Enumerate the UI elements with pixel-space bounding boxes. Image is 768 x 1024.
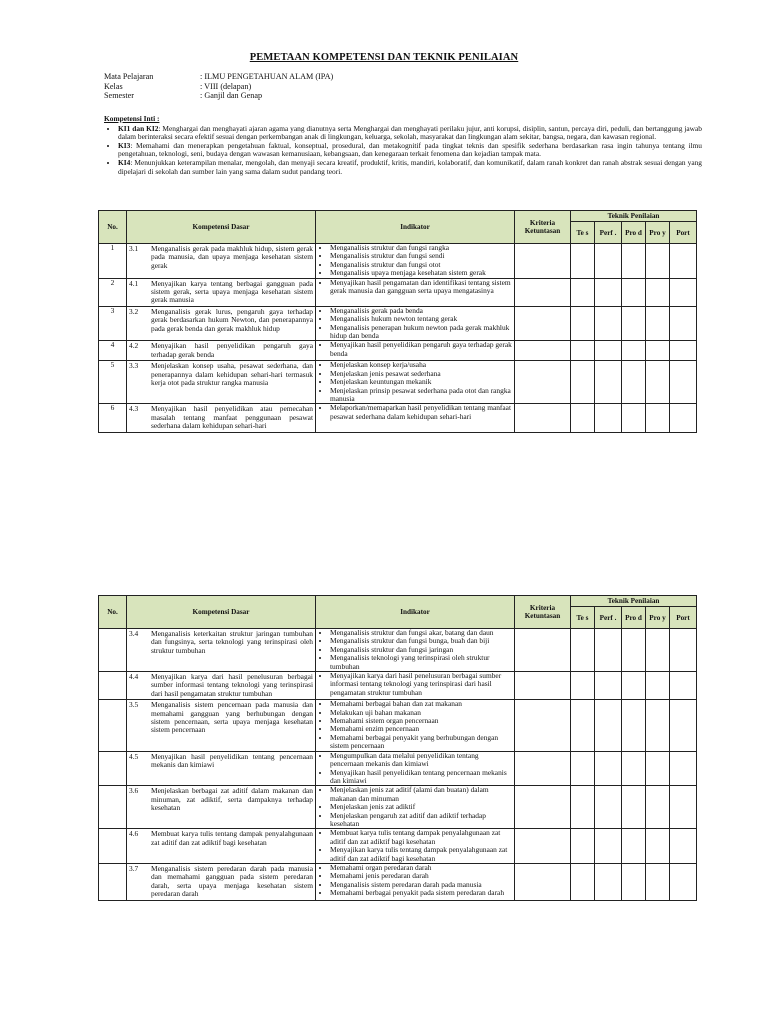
row-no (99, 863, 127, 900)
indikator-item: • Menganalisis teknologi yang terinspirasi oleh struktur tumbuhan (330, 654, 512, 671)
indikator-item: • Menganalisis struktur dan fungsi rangka (330, 244, 512, 252)
indikator-item: • Menjelaskan keuntungan mekanik (330, 378, 512, 386)
indikator-item: • Menganalisis struktur dan fungsi otot (330, 261, 512, 269)
indikator-item: • Melaporkan/memaparkan hasil penyelidikan tentang manfaat pesawat sederhana dalam kehidupan sehari-hari (330, 404, 512, 421)
row-no: 2 (99, 278, 127, 306)
indikator-item: • Menyajikan hasil penyelidikan pengaruh gaya terhadap gerak benda (330, 341, 512, 358)
header-teknik-penilaian: Teknik Penilaian (571, 211, 697, 222)
prod-cell (622, 786, 646, 829)
perf-cell (595, 700, 622, 751)
kompetensi-dasar (127, 404, 315, 431)
table-row (99, 341, 697, 361)
header-kompetensi-dasar: Kompetensi Dasar (127, 596, 316, 629)
meta-row (104, 82, 333, 92)
kompetensi-dasar (127, 629, 315, 656)
row-no: 5 (99, 361, 127, 404)
header-perf: Perf . (595, 607, 622, 629)
kd-code: 3.2 (129, 306, 139, 316)
indikator-cell (316, 244, 515, 279)
indikator-item: • Menyajikan karya tulis tentang dampak penyalahgunaan zat aditif dan zat adiktif bagi kesehatan (330, 846, 512, 863)
tes-cell (571, 672, 595, 700)
indikator-item: • Menganalisis hukum newton tentang gerak (330, 315, 512, 323)
port-cell (670, 244, 697, 279)
indikator-item: • Memahami organ peredaran darah (330, 864, 512, 872)
prod-cell (622, 361, 646, 404)
kompetensi-dasar (127, 244, 315, 271)
table-row (99, 786, 697, 829)
tes-cell (571, 751, 595, 786)
kd-code: 3.3 (129, 361, 139, 371)
indikator-item: • Memahami jenis peredaran darah (330, 872, 512, 880)
ki-list (104, 125, 702, 177)
kd-text: Menyajikan hasil penyelidikan tentang pencernaan mekanis dan kimiawi (151, 751, 313, 770)
ki-text: : Memahami dan menerapkan pengetahuan faktual, konseptual, prosedural, dan metakognitif pada tingkat teknis dan spesifik sederhana berdasarkan rasa ingin tahunya tentang ilmu pengetahuan, teknologi, seni, budaya dengan wawasan kemanusiaan, kebangsaan, dan kenegaraan terkait fenomena dan kejadian tampak mata. (118, 140, 702, 159)
perf-cell (595, 629, 622, 672)
tes-cell (571, 341, 595, 361)
indikator-item: • Menyajikan hasil penyelidikan tentang pencernaan mekanis dan kimiawi (330, 769, 512, 786)
port-cell (670, 629, 697, 672)
tes-cell (571, 244, 595, 279)
row-no (99, 629, 127, 672)
perf-cell (595, 306, 622, 341)
indikator-list (316, 307, 514, 341)
header-prod: Pro d (622, 222, 646, 244)
indikator-cell (316, 700, 515, 751)
kriteria-cell (515, 700, 571, 751)
header-no: No. (99, 211, 127, 244)
port-cell (670, 751, 697, 786)
proy-cell (646, 278, 670, 306)
tes-cell (571, 786, 595, 829)
kd-cell (127, 361, 316, 404)
tes-cell (571, 629, 595, 672)
table-row (99, 751, 697, 786)
indikator-list (316, 700, 514, 750)
perf-cell (595, 863, 622, 900)
perf-cell (595, 829, 622, 864)
kompetensi-dasar (127, 672, 315, 699)
proy-cell (646, 361, 670, 404)
ki-heading: Kompetensi Inti : (104, 114, 160, 123)
kd-cell (127, 786, 316, 829)
perf-cell (595, 786, 622, 829)
port-cell (670, 672, 697, 700)
port-cell (670, 306, 697, 341)
kd-code: 3.6 (129, 786, 139, 796)
kompetensi-dasar (127, 864, 315, 900)
kd-text: Menyajikan hasil penyelidikan pengaruh gaya terhadap gerak benda (151, 341, 313, 359)
meta-label: Mata Pelajaran (104, 72, 154, 81)
proy-cell (646, 700, 670, 751)
document-title: PEMETAAN KOMPETENSI DAN TEKNIK PENILAIAN (249, 52, 519, 63)
indikator-list (316, 341, 514, 358)
prod-cell (622, 404, 646, 432)
kd-code: 3.1 (129, 244, 139, 253)
indikator-item: • Menganalisis upaya menjaga kesehatan sistem gerak (330, 269, 512, 277)
tes-cell (571, 306, 595, 341)
ki-lead: KI1 dan KI2 (118, 123, 159, 133)
indikator-cell (316, 829, 515, 864)
header-teknik-penilaian: Teknik Penilaian (571, 596, 697, 607)
row-no: 1 (99, 244, 127, 279)
tes-cell (571, 278, 595, 306)
perf-cell (595, 404, 622, 432)
ki-item (118, 125, 702, 142)
kd-text: Menganalisis keterkaitan struktur jaringan tumbuhan dan fungsinya, serta teknologi yang terinspirasi oleh struktur tumbuhan (151, 629, 313, 655)
indikator-item: • Menyajikan hasil pengamatan dan identifikasi tentang sistem gerak manusia dan gangguan serta upaya mengatasinya (330, 279, 512, 296)
header-perf: Perf . (595, 222, 622, 244)
header-indikator: Indikator (316, 211, 515, 244)
row-no (99, 700, 127, 751)
proy-cell (646, 306, 670, 341)
perf-cell (595, 751, 622, 786)
kd-code: 4.1 (129, 278, 139, 288)
kd-cell (127, 244, 316, 279)
indikator-list (316, 629, 514, 671)
tes-cell (571, 863, 595, 900)
table-row (99, 629, 697, 672)
proy-cell (646, 751, 670, 786)
indikator-item: • Menjelaskan pengaruh zat aditif dan adiktif terhadap kesehatan (330, 812, 512, 829)
ki-text: : Menghargai dan menghayati ajaran agama yang dianutnya serta Menghargai dan menghayati perilaku jujur, anti korupsi, disiplin, santun, percaya diri, peduli, dan bertanggung jawab dalam berinteraksi secara efektif sesuai dengan perkembangan anak di lingkungan, keluarga, sekolah, masyarakat dan lingkungan alam sekitar, bangsa, negara, dan kawasan regional. (118, 123, 702, 142)
kriteria-cell (515, 786, 571, 829)
proy-cell (646, 863, 670, 900)
kompetensi-dasar (127, 752, 315, 771)
kd-cell (127, 751, 316, 786)
kriteria-cell (515, 629, 571, 672)
meta-label: Semester (104, 91, 135, 101)
kd-text: Menganalisis gerak pada makhluk hidup, sistem gerak pada manusia, dan upaya menjaga kesehatan sistem gerak (151, 244, 313, 270)
header-indikator: Indikator (316, 596, 515, 629)
kd-cell (127, 863, 316, 900)
tes-cell (571, 700, 595, 751)
row-no: 6 (99, 404, 127, 432)
prod-cell (622, 863, 646, 900)
kd-cell (127, 700, 316, 751)
kriteria-cell (515, 244, 571, 279)
indikator-cell (316, 341, 515, 361)
indikator-item: • Menganalisis struktur dan fungsi bunga, buah dan biji (330, 637, 512, 645)
ki-item (118, 159, 702, 176)
indikator-item: • Menganalisis penerapan hukum newton pada gerak makhluk hidup dan benda (330, 324, 512, 341)
kriteria-cell (515, 672, 571, 700)
kompetensi-dasar (127, 700, 315, 736)
prod-cell (622, 306, 646, 341)
indikator-list (316, 672, 514, 697)
port-cell (670, 700, 697, 751)
kd-code: 4.2 (129, 341, 139, 351)
port-cell (670, 361, 697, 404)
proy-cell (646, 404, 670, 432)
perf-cell (595, 341, 622, 361)
kompetensi-dasar (127, 279, 315, 306)
meta-row (104, 91, 333, 101)
proy-cell (646, 341, 670, 361)
indikator-item: • Membuat karya tulis tentang dampak penyalahgunaan zat aditif dan zat adiktif bagi kesehatan (330, 829, 512, 846)
prod-cell (622, 278, 646, 306)
indikator-cell (316, 629, 515, 672)
kompetensi-dasar (127, 307, 315, 334)
kd-cell (127, 672, 316, 700)
header-proy: Pro y (646, 222, 670, 244)
header-tes: Te s (571, 222, 595, 244)
kompetensi-inti (104, 115, 702, 176)
indikator-cell (316, 306, 515, 341)
kompetensi-dasar (127, 786, 315, 813)
prod-cell (622, 700, 646, 751)
proy-cell (646, 786, 670, 829)
indikator-cell (316, 361, 515, 404)
kd-cell (127, 404, 316, 432)
kd-cell (127, 306, 316, 341)
perf-cell (595, 361, 622, 404)
header-kriteria: Kriteria Ketuntasan (515, 596, 571, 629)
indikator-cell (316, 751, 515, 786)
table-row (99, 306, 697, 341)
proy-cell (646, 244, 670, 279)
competency-table-2 (98, 595, 697, 901)
indikator-item: • Memahami enzim pencernaan (330, 725, 512, 733)
kriteria-cell (515, 829, 571, 864)
port-cell (670, 829, 697, 864)
meta-value: : Ganjil dan Genap (200, 91, 263, 101)
tes-cell (571, 361, 595, 404)
header-kompetensi-dasar: Kompetensi Dasar (127, 211, 316, 244)
tes-cell (571, 829, 595, 864)
ki-lead: KI4 (118, 157, 131, 167)
prod-cell (622, 751, 646, 786)
kd-text: Menyajikan karya tentang berbagai gangguan pada sistem gerak, serta upaya menjaga kesehatan sistem gerak manusia (151, 278, 313, 305)
kriteria-cell (515, 361, 571, 404)
header-kriteria: Kriteria Ketuntasan (515, 211, 571, 244)
table-row (99, 361, 697, 404)
indikator-list (316, 279, 514, 296)
indikator-item: • Mengumpulkan data melalui penyelidikan tentang pencernaan mekanis dan kimiawi (330, 752, 512, 769)
tes-cell (571, 404, 595, 432)
indikator-item: • Menganalisis struktur dan fungsi jaringan (330, 646, 512, 654)
indikator-item: • Menganalisis struktur dan fungsi akar, batang dan daun (330, 629, 512, 637)
meta-label: Kelas (104, 81, 123, 91)
kd-text: Menyajikan hasil penyelidikan atau pemecahan masalah tentang manfaat penggunaan pesawat sederhana dalam kehidupan sehari-hari (151, 404, 313, 431)
indikator-item: • Memahami sistem organ pencernaan (330, 717, 512, 725)
header-no: No. (99, 596, 127, 629)
kd-text: Menyajikan karya dari hasil penelusuran berbagai sumber informasi tentang teknologi yang terinspirasi dari hasil pengamatan struktur tumbuhan (151, 672, 313, 698)
competency-table-1 (98, 210, 697, 433)
prod-cell (622, 672, 646, 700)
kd-code: 3.7 (129, 863, 139, 873)
meta-row (104, 72, 333, 82)
indikator-item: • Menganalisis gerak pada benda (330, 307, 512, 315)
table-row (99, 244, 697, 279)
proy-cell (646, 672, 670, 700)
kd-cell (127, 829, 316, 864)
ki-text: : Menunjukkan keterampilan menalar, mengolah, dan menyaji secara kreatif, produktif, kritis, mandiri, kolaboratif, dan komunikatif, dalam ranah konkret dan ranah abstrak sesuai dengan yang dipelajari di sekolah dan sumber lain yang sama dalam sudut pandang teori. (118, 157, 702, 176)
header-prod: Pro d (622, 607, 646, 629)
table-row (99, 829, 697, 864)
indikator-list (316, 244, 514, 278)
proy-cell (646, 629, 670, 672)
kompetensi-dasar (127, 341, 315, 360)
port-cell (670, 278, 697, 306)
prod-cell (622, 829, 646, 864)
indikator-item: • Menganalisis struktur dan fungsi sendi (330, 252, 512, 260)
indikator-item: • Menganalisis sistem peredaran darah pada manusia (330, 881, 512, 889)
meta-value: : VIII (delapan) (200, 81, 252, 91)
indikator-item: • Memahami berbagai penyakit pada sistem peredaran darah (330, 889, 512, 897)
prod-cell (622, 341, 646, 361)
kd-text: Membuat karya tulis tentang dampak penyalahgunaan zat aditif dan zat adiktif bagi kesehatan (151, 829, 313, 847)
indikator-item: • Melakukan uji bahan makanan (330, 709, 512, 717)
table-row (99, 672, 697, 700)
meta-value: : ILMU PENGETAHUAN ALAM (IPA) (200, 72, 334, 81)
kriteria-cell (515, 404, 571, 432)
port-cell (670, 341, 697, 361)
perf-cell (595, 244, 622, 279)
proy-cell (646, 829, 670, 864)
port-cell (670, 863, 697, 900)
table-row (99, 278, 697, 306)
row-no (99, 829, 127, 864)
table-row (99, 700, 697, 751)
kd-cell (127, 629, 316, 672)
ki-item (118, 142, 702, 159)
kriteria-cell (515, 341, 571, 361)
kriteria-cell (515, 751, 571, 786)
indikator-cell (316, 672, 515, 700)
header-tes: Te s (571, 607, 595, 629)
indikator-item: • Menjelaskan prinsip pesawat sederhana pada otot dan rangka manusia (330, 387, 512, 404)
kd-code: 3.4 (129, 629, 139, 638)
prod-cell (622, 629, 646, 672)
indikator-item: • Menjelaskan jenis zat adiktif (330, 803, 512, 811)
indikator-list (316, 829, 514, 863)
prod-cell (622, 244, 646, 279)
indikator-item: • Menjelaskan jenis pesawat sederhana (330, 370, 512, 378)
indikator-list (316, 361, 514, 403)
indikator-cell (316, 786, 515, 829)
kd-text: Menganalisis gerak lurus, pengaruh gaya terhadap gerak berdasarkan hukum Newton, dan penerapannya pada gerak benda dan gerak makhluk hidup (151, 306, 313, 333)
kd-text: Menjelaskan berbagai zat aditif dalam makanan dan minuman, zat adiktif, serta dampaknya terhadap kesehatan (151, 786, 313, 813)
indikator-item: • Memahami berbagai penyakit yang berhubungan dengan sistem pencernaan (330, 734, 512, 751)
row-no (99, 786, 127, 829)
kriteria-cell (515, 278, 571, 306)
indikator-list (316, 752, 514, 786)
kd-cell (127, 341, 316, 361)
indikator-cell (316, 278, 515, 306)
port-cell (670, 786, 697, 829)
indikator-item: • Memahami berbagai bahan dan zat makanan (330, 700, 512, 708)
row-no (99, 672, 127, 700)
header-port: Port (670, 607, 697, 629)
kompetensi-dasar (127, 829, 315, 848)
indikator-cell (316, 863, 515, 900)
kd-cell (127, 278, 316, 306)
indikator-cell (316, 404, 515, 432)
kd-code: 4.4 (129, 672, 139, 682)
kd-code: 4.3 (129, 404, 139, 414)
kd-code: 4.5 (129, 751, 139, 761)
row-no (99, 751, 127, 786)
kd-text: Menjelaskan konsep usaha, pesawat sederhana, dan penerapannya dalam kehidupan sehari-hari termasuk kerja otot pada struktur rangka manusia (151, 361, 313, 388)
course-meta (104, 72, 333, 101)
kd-code: 3.5 (129, 700, 139, 710)
perf-cell (595, 278, 622, 306)
perf-cell (595, 672, 622, 700)
ki-lead: KI3 (118, 140, 131, 150)
indikator-list (316, 404, 514, 421)
indikator-item: • Menjelaskan konsep kerja/usaha (330, 361, 512, 369)
indikator-item: • Menjelaskan jenis zat aditif (alami dan buatan) dalam makanan dan minuman (330, 786, 512, 803)
indikator-list (316, 786, 514, 828)
indikator-list (316, 864, 514, 898)
table-row (99, 863, 697, 900)
kd-text: Menganalisis sistem pencernaan pada manusia dan memahami gangguan yang berhubungan dengan sistem pencernaan, serta upaya menjaga kesehatan sistem pencernaan (151, 700, 313, 735)
header-port: Port (670, 222, 697, 244)
indikator-item: • Menyajikan karya dari hasil penelusuran berbagai sumber informasi tentang teknologi yang terinspirasi dari hasil pengamatan struktur tumbuhan (330, 672, 512, 697)
kd-code: 4.6 (129, 829, 139, 839)
kompetensi-dasar (127, 361, 315, 388)
kriteria-cell (515, 306, 571, 341)
kriteria-cell (515, 863, 571, 900)
port-cell (670, 404, 697, 432)
table-row (99, 404, 697, 432)
header-proy: Pro y (646, 607, 670, 629)
kd-text: Menganalisis sistem peredaran darah pada manusia dan memahami gangguan pada sistem peredaran darah, serta upaya menjaga kesehatan sistem peredaran darah (151, 863, 313, 899)
row-no: 4 (99, 341, 127, 361)
row-no: 3 (99, 306, 127, 341)
